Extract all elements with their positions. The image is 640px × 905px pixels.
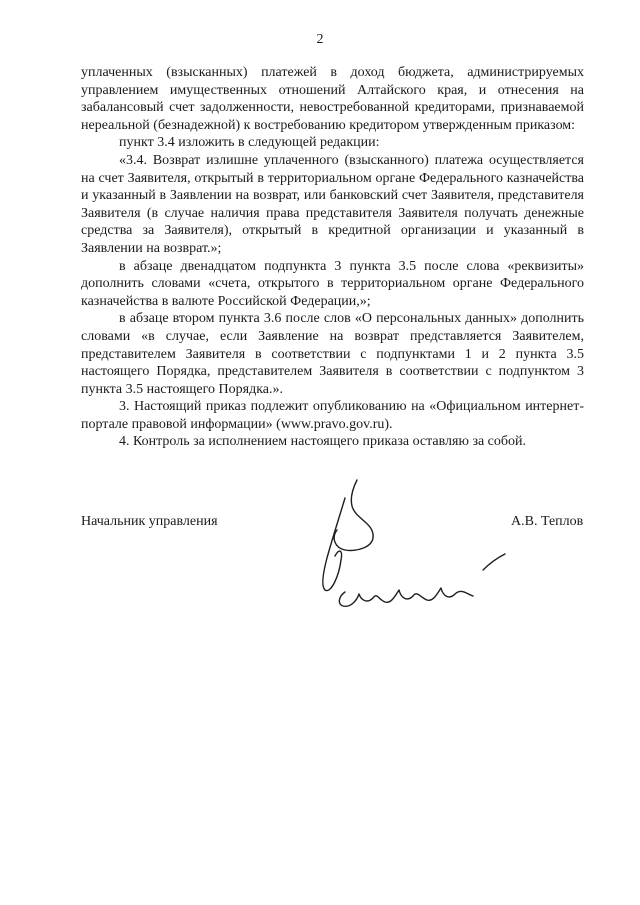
paragraph-point-3-4: пункт 3.4 изложить в следующей редакции:: [119, 135, 380, 151]
paragraph-point-3-4-text: «3.4. Возврат излишне уплаченного (взысканного) платежа осуществляется на счет Заявителя, открытый в территориальном органе Федерального казначейства и указанный в Заявлении на возврат, или банковский счет Заявителя, представителя Заявителя (в случае наличия права представителя Заявителя получать денежные средства за Заявителя), открытый в кредитной организации и указанный в Заявлении на возврат.»;: [81, 152, 584, 256]
signatory-title: Начальник управления: [81, 514, 218, 529]
page-number: 2: [316, 32, 324, 47]
signatory-name: А.В. Теплов: [511, 514, 584, 529]
paragraph-point-3-5: в абзаце двенадцатом подпункта 3 пункта 3.5 после слова «реквизиты» дополнить словами «счета, открытого в территориальном органе Федерального казначейства в валюте Российской Федерации,»;: [81, 258, 584, 309]
paragraph-point-3-6: в абзаце втором пункта 3.6 после слов «О персональных данных» дополнить словами «в случае, если Заявление на возврат представляется Заявителем, представителем Заявителя в соответствии с подпунктами 1 и 2 пункта 3.5 настоящего Порядка, представителем Заявителя в соответствии с подпунктом 3 пункта 3.5 настоящего Порядка.».: [81, 311, 584, 397]
paragraph-publication: 3. Настоящий приказ подлежит опубликованию на «Официальном интернет-портале правовой информации» (www.pravo.gov.ru).: [81, 399, 584, 432]
handwritten-signature: [305, 478, 515, 618]
document-body: [81, 64, 584, 451]
paragraph-intro: уплаченных (взысканных) платежей в доход бюджета, администрируемых управлением имущественных отношений Алтайского края, и отнесения на забалансовый счет задолженности, невостребованной кредиторами, признаваемой нереальной (безнадежной) к востребованию кредитором утвержденным приказом:: [81, 65, 584, 133]
paragraph-control: 4. Контроль за исполнением настоящего приказа оставляю за собой.: [119, 434, 527, 450]
